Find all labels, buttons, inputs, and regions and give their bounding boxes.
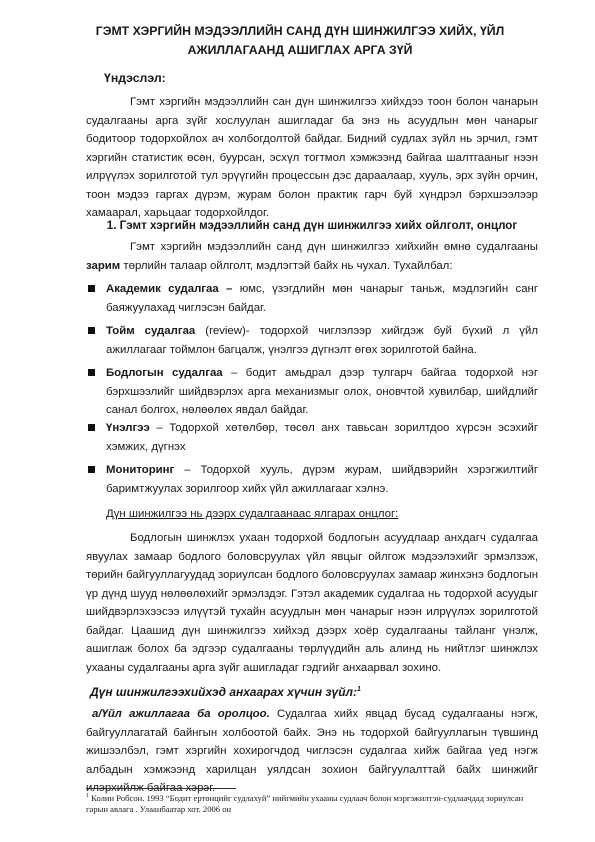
section2-heading [90, 685, 361, 699]
bullet-term: Бодлогын судалгаа [106, 367, 223, 379]
square-bullet-icon [88, 424, 95, 431]
bullet-term: Үнэлгээ [106, 422, 150, 434]
bullet-term: Академик судалгаа – [106, 283, 233, 295]
bullet-term: Мониторинг [106, 464, 175, 476]
bullet-text: – бодит амьдрал дээр тулгарч байгаа тодорхой нэг бэрхшээлийг шийдвэрлэх арга механизмыг олох, оновчтой хувилбар, шийдлийг санал болгох, нөлөөлөх явдал байдаг. [106, 367, 538, 416]
section1-intro-bold: зарим [86, 259, 121, 272]
square-bullet-icon [88, 327, 95, 334]
section2-item-label: а/Үйл ажиллагаа ба оролцоо. [92, 708, 270, 720]
bullet-term: Тойм судалгаа [106, 325, 196, 337]
section1-intro-before: Гэмт хэргийн мэдээллийн санд дүн шинжилгээ хийхийн өмнө судалгааны [130, 241, 538, 253]
section1-intro-after: төрлийн талаар ойлголт, мэдлэгтэй байх нь чухал. Тухайлбал: [120, 259, 453, 272]
document-title: ГЭМТ ХЭРГИЙН МЭДЭЭЛЛИЙН САНД ДҮН ШИНЖИЛГЭЭ ХИЙХ, ҮЙЛ АЖИЛЛАГААНД АШИГЛАХ АРГА ЗҮЙ [95, 24, 505, 57]
footnote-reference: 1 [357, 686, 361, 693]
bullet-text: (review)- тодорхой чиглэлээр хийгдэж буй бүхий л үйл ажиллагааг тоймлон багцалж, үнэлгээ дүгнэлт өгөх зорилготой байна. [106, 325, 538, 356]
footnote-text: Колин Робсон. 1993 “Бодит ертөнцийг судлахуй” нийгмийн ухааны судлаач болон мэргэжилтэн-судлаачдад зориулсан гарын авлага . Улаанбаатар хот. 2006 он [86, 792, 524, 815]
bullet-text: юмс, үзэгдлийн мөн чанарыг таньж, мэдлэгийн санг баяжуулахад чиглэсэн байдаг. [106, 283, 539, 314]
footnote-mark: 1 [86, 793, 89, 799]
section2-item-text: Судалгаа хийх явцад бусад судалгааны нэгж, байгууллагатай байнгын холбоотой байх. Энэ нь тодорхой байгууллагын түвшинд жишээлбэл, гэмт хэргийн хохирогчдод чиглэсэн судалгаа хийж байгаа үед нэгж албадын хэмжээнд харилцан уялдсан зохион байгуулалттай байх шинжийг илэрхийлж байгаа хэрэг. [86, 708, 538, 794]
section2-paragraph [86, 705, 538, 798]
section1-heading: 1. Гэмт хэргийн мэдээллийн санд дүн шинжилгээ хийх ойлголт, онцлог [106, 219, 518, 232]
list-item [86, 419, 538, 456]
square-bullet-icon [88, 285, 95, 292]
bullet-text: – Тодорхой хөтөлбөр, төсөл анх тавьсан зорилтдоо хүрсэн эсэхийг хэмжих, дүгнэх [106, 422, 538, 453]
bullet-text: – Тодорхой хууль, дүрэм журам, шийдвэрийн хэрэгжилтийг баримтжуулах зорилгоор хийх үйл ажиллагааг хэлнэ. [106, 464, 538, 495]
square-bullet-icon [88, 369, 95, 376]
footnote-divider [86, 788, 236, 789]
footnote [86, 791, 538, 816]
section2-heading-text: Дүн шинжилгээхийхэд анхаарах хүчин зүйл: [90, 685, 358, 699]
intro-paragraph: Гэмт хэргийн мэдээллийн сан дүн шинжилгээ хийхдээ тоон болон чанарын судалгааны арга зүйг хослуулан ашигладаг ба энэ нь асуудлын мөн чанарыг бодитоор тодорхойлох ач холбогдолтой байдаг. Бидний судлах зүйл нь эрчил, гэмт хэргийн статистик өсөн, буурсан, эсхүл тогтмол хэмжээнд байгаа шалтгааныг нээн илрүүлэх зорилготой тул эрүүгийн процессын дэс дараалаар, хууль, эрх зүйн орчин, тоон мэдээ гаргах дүрэм, журам болон практик гарч буй хүндрэл бэрхшээлээр хамаарал, харьцааг тодорхойлдог. [86, 96, 538, 219]
section1-body-paragraph: Бодлогын шинжлэх ухаан тодорхой бодлогын асуудлаар анхдагч судалгаа явуулах замаар бодлого боловсруулах үйл явцыг ойлгож мэдээлэхийг эрмэлзэж, төрийн байгууллагуудад зориулсан бодлого боловсруулах замаар жинхэнэ бодлогын үр дүнд шууд нөлөөлөхийг эрмэлздэг. Гэтэл академик судалгаа нь тодорхой асуудыг шийдвэрлэхээсээ илүүтэй тухайн асуудлын мөн чанарыг нээн илрүүлэх зорилготой байдаг. Цаашид дүн шинжилгээ хийхэд дээрх хоёр судалгааны тайланг үнэлж, ашиглаж болох ба эдгээр судалгааны төрлүүдийн аль алинд нь нийтлэг шинжлэх ухааны судалгааны арга зүйг ашигладаг гэдгийг анхаарвал зохино. [86, 532, 538, 674]
list-item [86, 364, 538, 420]
list-item [86, 280, 538, 317]
list-item [86, 461, 538, 498]
section1-intro-paragraph [86, 238, 538, 275]
underline-subheading-text: Дүн шинжилгээ нь дээрх судалгаанаас ялгарах онцлог: [106, 508, 399, 520]
list-item [86, 322, 538, 359]
underline-subheading [106, 505, 538, 524]
square-bullet-icon [88, 466, 95, 473]
intro-heading: Үндэслэл: [104, 71, 166, 85]
